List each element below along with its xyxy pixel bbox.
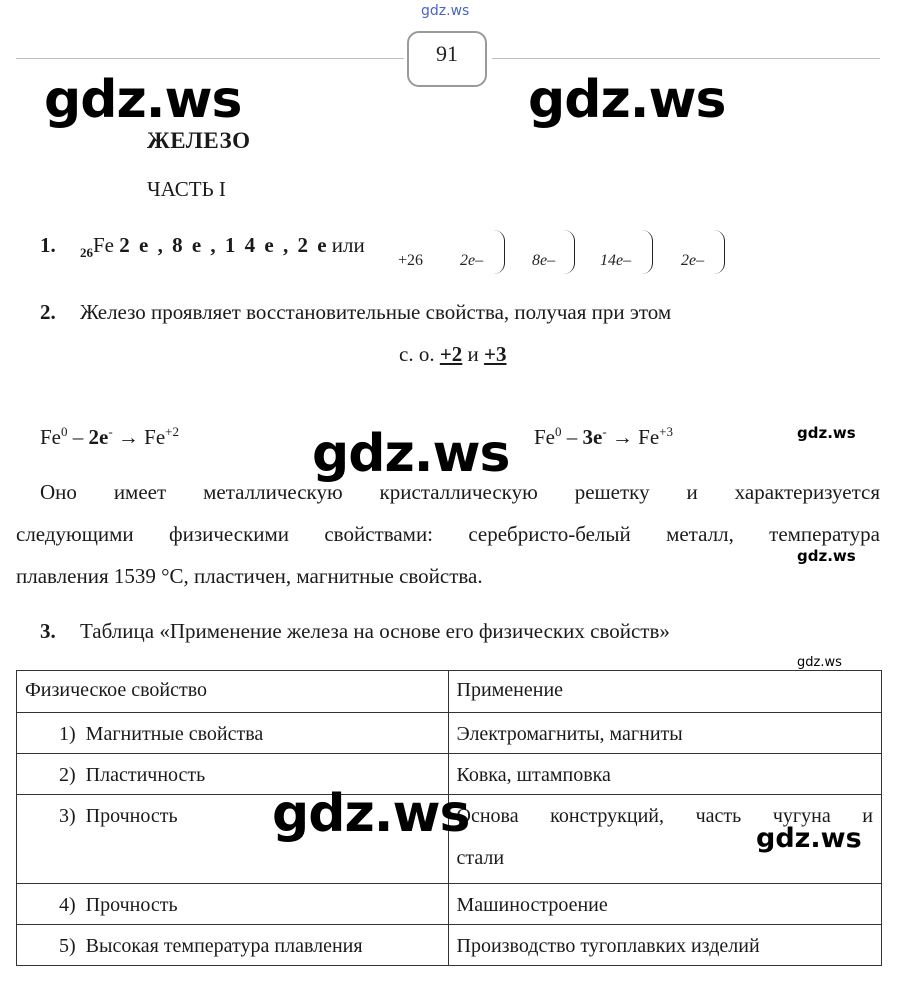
eq1-fe: Fe — [40, 425, 61, 449]
shell-diagram — [398, 228, 738, 278]
equation-2 — [534, 424, 673, 450]
item1-formula — [80, 233, 365, 261]
table-cell-use: Ковка, штамповка — [448, 754, 882, 795]
use-line-2: стали — [456, 847, 505, 869]
property-text: Прочность — [85, 805, 178, 827]
row-number: 1) — [59, 723, 76, 745]
eq1-minus: – — [67, 425, 89, 449]
row-number: 2) — [59, 764, 76, 786]
shell-3-arc — [642, 230, 653, 274]
shell-1-label: 2e– — [460, 252, 484, 269]
table-row — [17, 884, 882, 925]
item3-number: 3. — [40, 619, 56, 643]
paragraph-line-3: плавления 1539 °С, пластичен, магнитные свойства. — [16, 564, 483, 588]
use-line-1: Основа конструкций, часть чугуна и — [456, 805, 873, 827]
eq2-fe: Fe — [534, 425, 555, 449]
or-word: или — [331, 233, 365, 257]
property-text: Магнитные свойства — [85, 723, 264, 745]
table-cell-property — [17, 884, 449, 925]
oxidation-states — [399, 342, 507, 367]
eq1-esup: - — [108, 424, 113, 439]
watermark-3: gdz.ws — [312, 424, 510, 484]
watermark-1: gdz.ws — [44, 70, 242, 130]
table-cell-property — [17, 713, 449, 754]
element-symbol: Fe — [93, 233, 114, 257]
header-rule-left — [16, 58, 404, 59]
atomic-number: 26 — [80, 245, 93, 261]
table-row — [17, 925, 882, 966]
watermark-2: gdz.ws — [528, 70, 726, 130]
watermark-small-1: gdz.ws — [797, 424, 856, 442]
eq2-sup0: 0 — [555, 424, 562, 439]
and-word: и — [467, 342, 479, 366]
watermark-4: gdz.ws — [272, 784, 470, 844]
shell-1-arc — [494, 230, 505, 274]
section-title: ЖЕЛЕЗО — [147, 128, 251, 153]
row-number: 3) — [59, 805, 76, 827]
item2-number: 2. — [40, 300, 56, 324]
paragraph-line-2: следующими физическими свойствами: серебристо-белый металл, температура — [16, 522, 880, 546]
item3-text: Таблица «Применение железа на основе его физических свойств» — [80, 619, 670, 643]
equation-1 — [40, 424, 179, 450]
item2-text: Железо проявляет восстановительные свойства, получая при этом — [80, 300, 672, 324]
table-header-property: Физическое свойство — [17, 671, 449, 713]
watermark-medium: gdz.ws — [756, 823, 862, 854]
eq2-electrons: 3e — [582, 425, 603, 449]
table-row — [17, 713, 882, 754]
watermark-small-3: gdz.ws — [797, 655, 842, 670]
eq1-electrons: 2e — [88, 425, 109, 449]
electron-config: 2 е , 8 е , 1 4 е , 2 е — [119, 233, 327, 257]
eq2-arrow: → Fe — [606, 425, 660, 449]
shell-4-arc — [714, 230, 725, 274]
eq2-charge: +3 — [659, 424, 674, 439]
ox-prefix: с. о. — [399, 342, 435, 366]
eq1-sup0: 0 — [61, 424, 68, 439]
shell-4-label: 2e– — [681, 252, 705, 269]
table-cell-use: Производство тугоплавких изделий — [448, 925, 882, 966]
table-cell-use: Машиностроение — [448, 884, 882, 925]
table-cell-property — [17, 925, 449, 966]
header-rule-right — [492, 58, 880, 59]
property-text: Пластичность — [85, 764, 206, 786]
part-title: ЧАСТЬ I — [147, 177, 226, 201]
table-header-use: Применение — [448, 671, 882, 713]
property-text: Высокая температура плавления — [85, 935, 363, 957]
item1-number: 1. — [40, 233, 56, 257]
page-number: 91 — [436, 41, 458, 66]
eq2-esup: - — [602, 424, 607, 439]
eq1-charge: +2 — [165, 424, 180, 439]
shell-3-label: 14e– — [600, 252, 632, 269]
shell-2-arc — [564, 230, 575, 274]
paragraph-line-1: Оно имеет металлическую кристаллическую решетку и характеризуется — [40, 480, 880, 504]
property-text: Прочность — [85, 894, 178, 916]
watermark-small-2: gdz.ws — [797, 547, 856, 565]
nucleus-charge: +26 — [398, 252, 424, 269]
eq2-minus: – — [561, 425, 583, 449]
row-number: 4) — [59, 894, 76, 916]
shell-2-label: 8e– — [532, 252, 556, 269]
table-cell-use: Электромагниты, магниты — [448, 713, 882, 754]
eq1-arrow: → Fe — [112, 425, 166, 449]
watermark-top: gdz.ws — [421, 3, 470, 19]
ox-state-2: +2 — [439, 342, 463, 366]
table-header-row — [17, 671, 882, 713]
ox-state-3: +3 — [484, 342, 507, 366]
row-number: 5) — [59, 935, 76, 957]
